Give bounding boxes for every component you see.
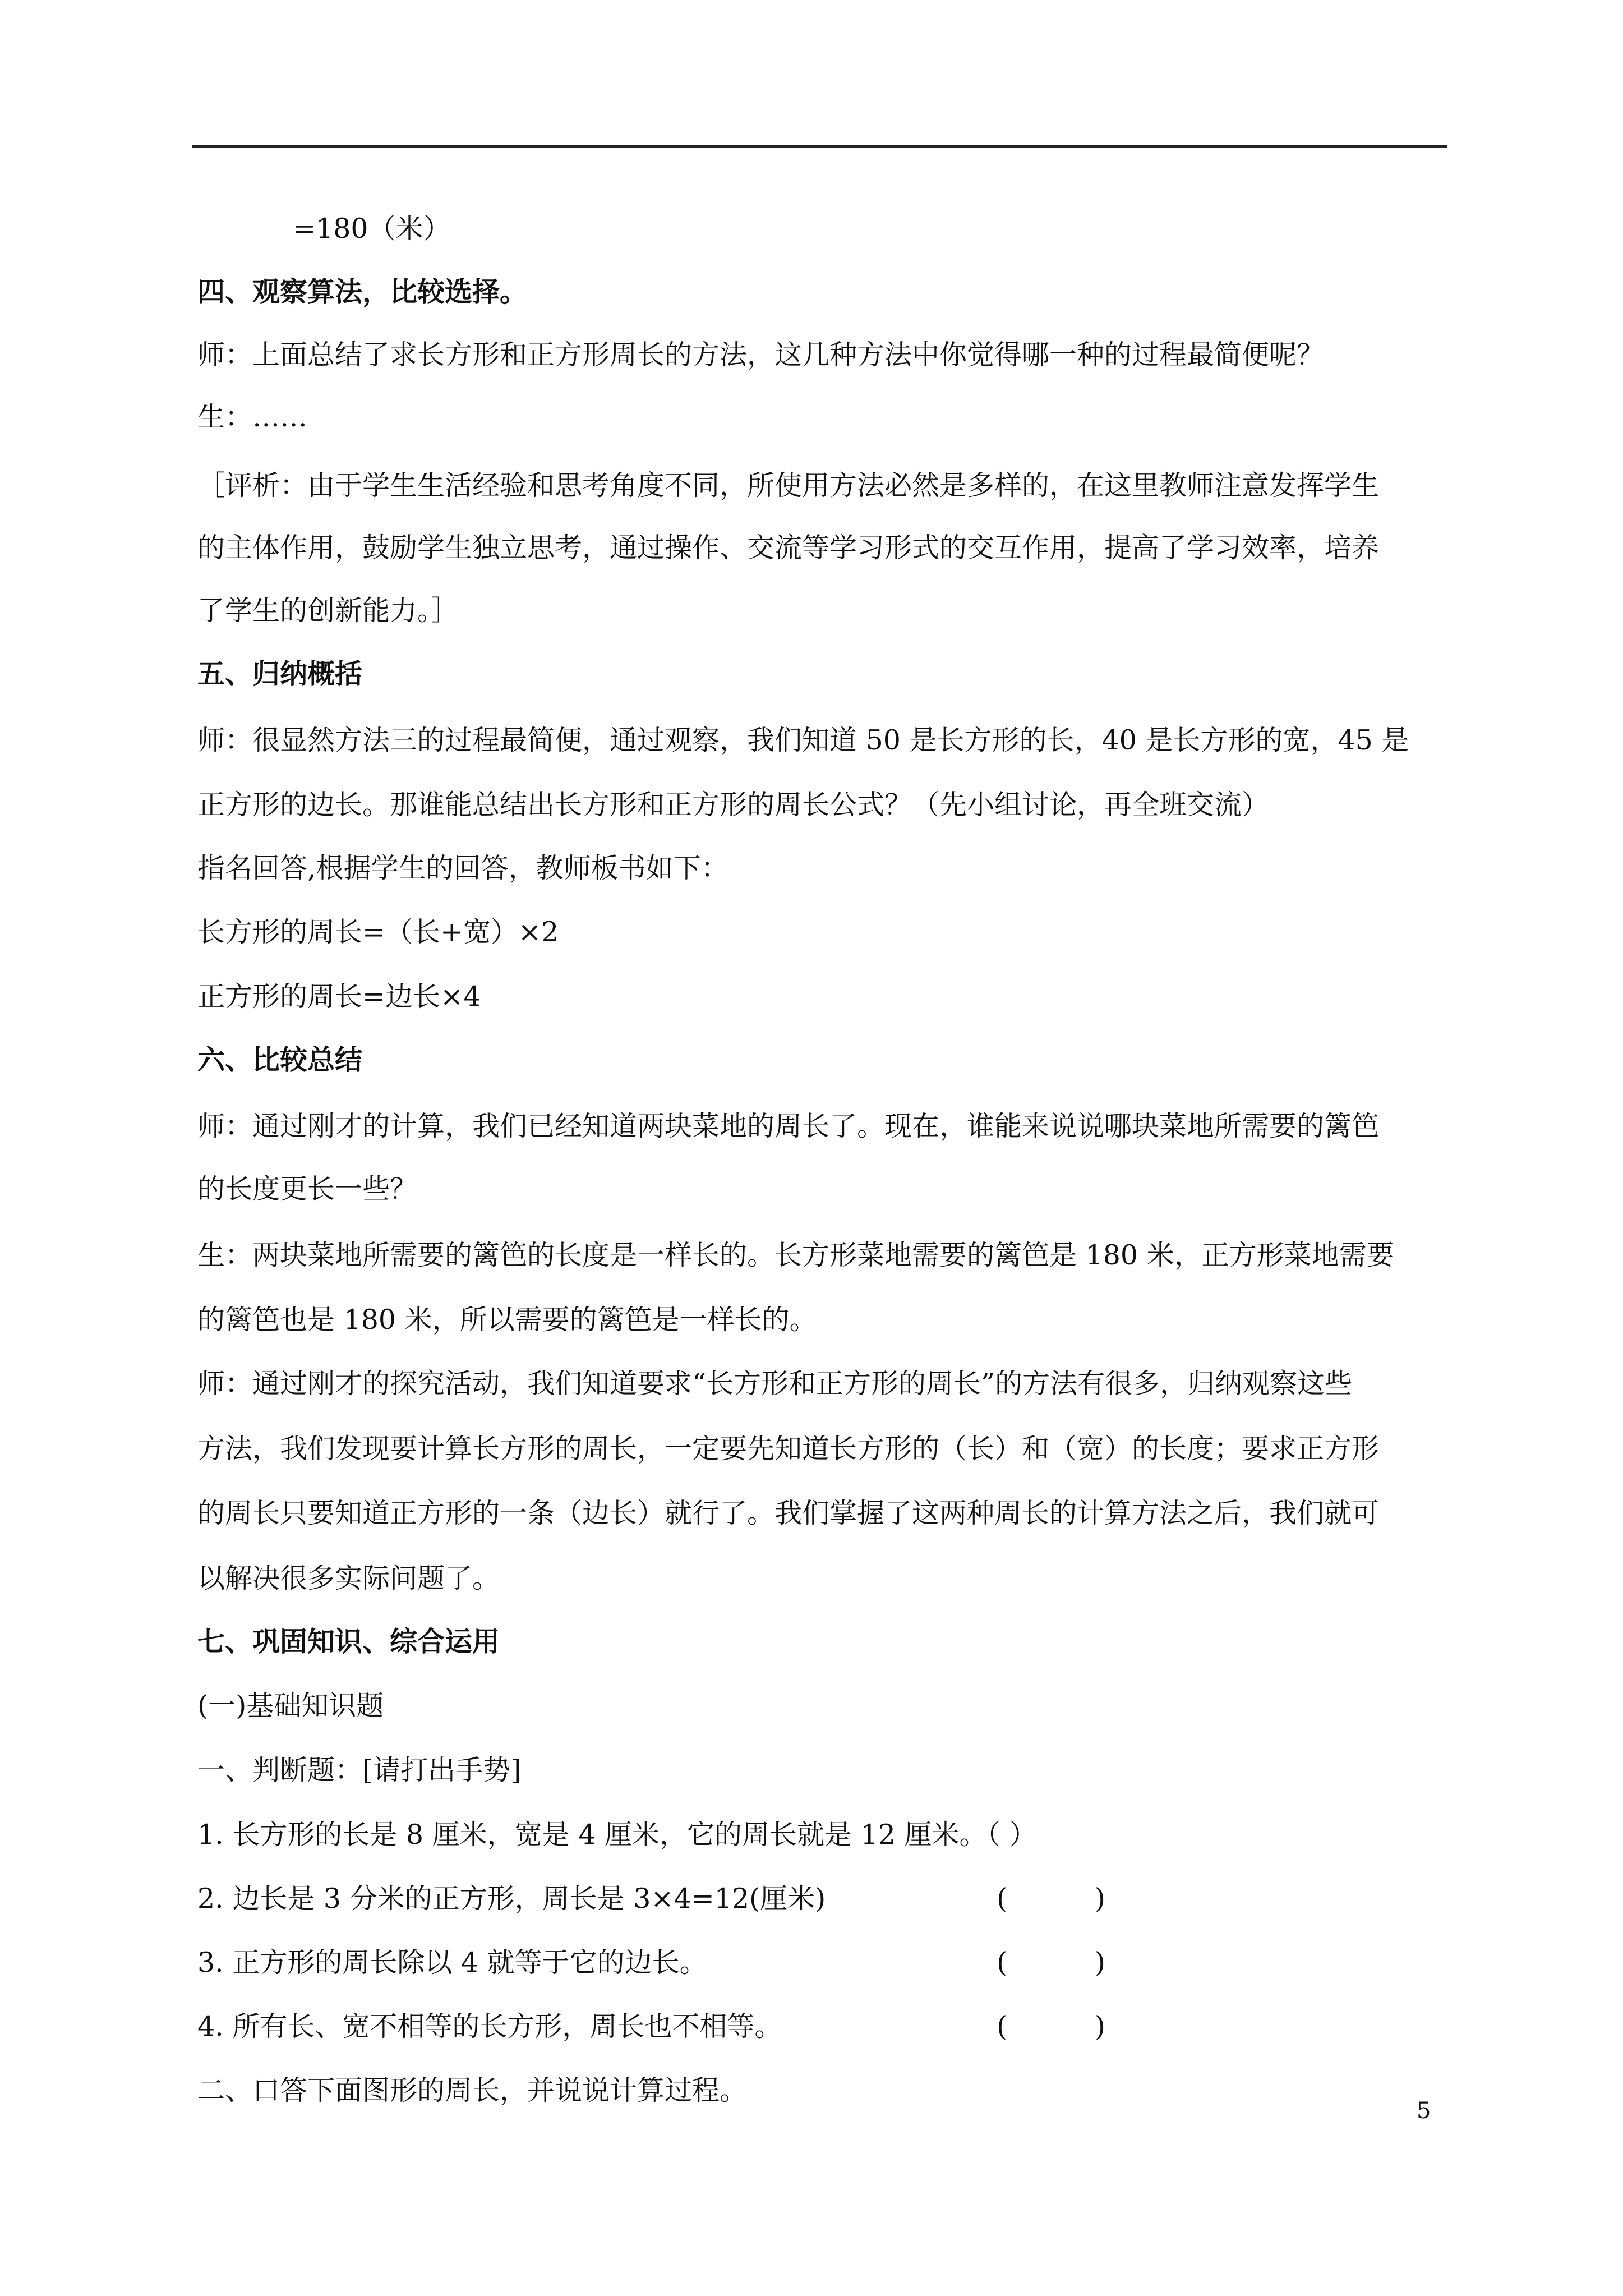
paragraph-line: 以解决很多实际问题了。 <box>197 1562 500 1594</box>
paragraph-line: 的篱笆也是 180 米，所以需要的篱笆是一样长的。 <box>197 1304 817 1336</box>
subsection-heading: (一)基础知识题 <box>197 1690 384 1722</box>
paragraph-line: 生：…… <box>197 401 308 433</box>
paragraph-line: 师：通过刚才的探究活动，我们知道要求“长方形和正方形的周长”的方法有很多，归纳观察这些 <box>197 1368 1353 1400</box>
question-item-1: 1. 长方形的长是 8 厘米，宽是 4 厘米，它的周长就是 12 厘米。（ ） <box>197 1819 1037 1851</box>
paragraph-line: 的周长只要知道正方形的一条（边长）就行了。我们掌握了这两种周长的计算方法之后，我们就可 <box>197 1497 1380 1529</box>
section-heading-6: 六、比较总结 <box>197 1044 363 1076</box>
paragraph-line: 的长度更长一些？ <box>197 1173 418 1205</box>
comment-line: 的主体作用，鼓励学生独立思考，通过操作、交流等学习形式的交互作用，提高了学习效率，培养 <box>197 532 1380 564</box>
formula-square-perimeter: 正方形的周长=边长×4 <box>197 981 481 1013</box>
formula-rectangle-perimeter: 长方形的周长=（长+宽）×2 <box>197 916 559 948</box>
question-item-3: 3. 正方形的周长除以 4 就等于它的边长。 <box>197 1947 707 1978</box>
comment-line: 了学生的创新能力。］ <box>197 595 459 627</box>
section-heading-7: 七、巩固知识、综合运用 <box>197 1626 500 1658</box>
paragraph-line: 指名回答,根据学生的回答，教师板书如下： <box>197 852 728 884</box>
answer-paren: ( ) <box>997 2010 1105 2042</box>
answer-paren: ( ) <box>997 1947 1105 1978</box>
calc-result-line: =180（米） <box>293 213 451 245</box>
page-number: 5 <box>1417 2098 1431 2124</box>
question-item-2: 2. 边长是 3 分米的正方形，周长是 3×4=12(厘米) <box>197 1883 826 1915</box>
header-rule <box>192 145 1447 148</box>
paragraph-line: 生：两块菜地所需要的篱笆的长度是一样长的。长方形菜地需要的篱笆是 180 米，正方形菜地需要 <box>197 1239 1394 1271</box>
comment-line: ［评析：由于学生生活经验和思考角度不同，所使用方法必然是多样的，在这里教师注意发挥学生 <box>197 470 1380 501</box>
question-heading: 一、判断题：[请打出手势] <box>197 1754 522 1786</box>
paragraph-line: 师：上面总结了求长方形和正方形周长的方法，这几种方法中你觉得哪一种的过程最简便呢？ <box>197 339 1325 371</box>
paragraph-line: 师：通过刚才的计算，我们已经知道两块菜地的周长了。现在，谁能来说说哪块菜地所需要的篱笆 <box>197 1110 1380 1142</box>
question-item-4: 4. 所有长、宽不相等的长方形，周长也不相等。 <box>197 2010 782 2042</box>
answer-paren: ( ) <box>997 1883 1105 1915</box>
paragraph-line: 师：很显然方法三的过程最简便，通过观察，我们知道 50 是长方形的长，40 是长方形的宽，45 是 <box>197 724 1409 756</box>
section-heading-4: 四、观察算法，比较选择。 <box>197 276 528 308</box>
section-heading-5: 五、归纳概括 <box>197 658 363 690</box>
paragraph-line: 正方形的边长。那谁能总结出长方形和正方形的周长公式？（先小组讨论，再全班交流） <box>197 789 1270 821</box>
paragraph-line: 方法，我们发现要计算长方形的周长，一定要先知道长方形的（长）和（宽）的长度；要求正方形 <box>197 1433 1380 1465</box>
question-heading: 二、口答下面图形的周长，并说说计算过程。 <box>197 2074 748 2106</box>
